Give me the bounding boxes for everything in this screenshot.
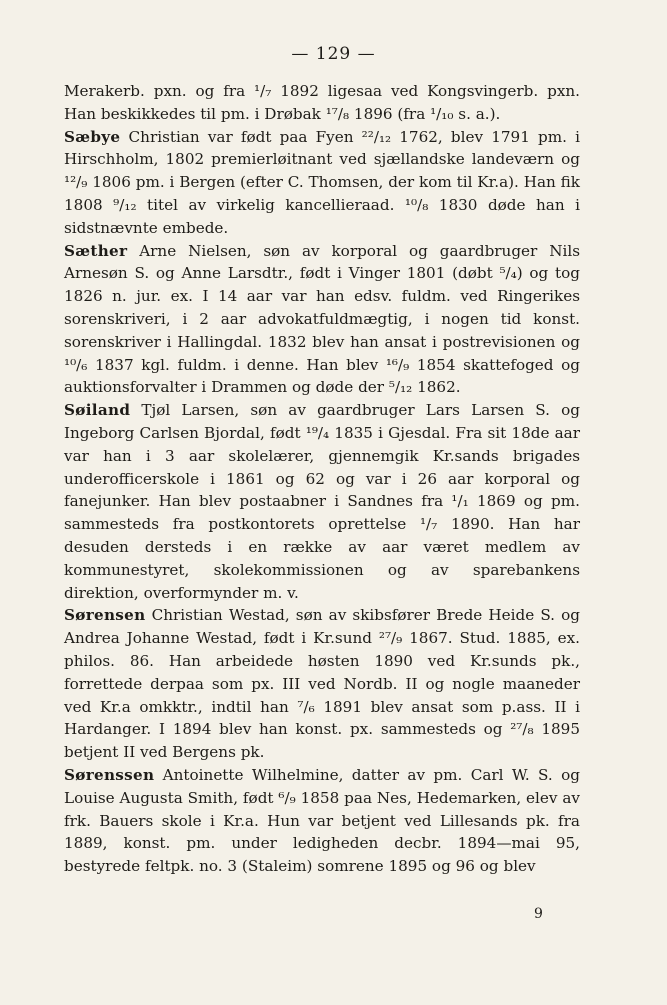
entry-sorensen <box>64 604 580 764</box>
entry-soiland <box>64 399 580 604</box>
entry-headword: Sæbye <box>64 127 121 146</box>
entry-text: Arne Nielsen, søn av korporal og gaardbruger Nils Arnesøn S. og Anne Larsdtr., født i Vinger 1801 (døbt ⁵/₄) og tog 1826 n. jur. ex. I 14 aar var han edsv. fuldm. ved Ringerikes sorenskriveri, i 2 aar advokatfuldmægtig, i nogen tid konst. sorenskriver i Hallingdal. 1832 blev han ansat i postrevisionen og ¹⁰/₆ 1837 kgl. fuldm. i denne. Han blev ¹⁶/₉ 1854 skattefoged og auktionsforvalter i Drammen og døde der ⁵/₁₂ 1862. <box>64 241 580 397</box>
entry-text: Christian Westad, søn av skibsfører Brede Heide S. og Andrea Johanne Westad, født i Kr.sund ²⁷/₉ 1867. Stud. 1885, ex. philos. 86. Han arbeidede høsten 1890 ved Kr.sunds pk., forrettede derpaa som px. III ved Nordb. II og nogle maaneder ved Kr.a omkktr., indtil han ⁷/₆ 1891 blev ansat som p.ass. II i Hardanger. I 1894 blev han konst. px. sammesteds og ²⁷/₈ 1895 betjent II ved Bergens pk. <box>64 606 580 762</box>
entry-headword: Sørenssen <box>64 765 155 784</box>
entry-headword: Søiland <box>64 401 131 420</box>
entry-headword: Sæther <box>64 241 128 260</box>
entry-sorenssen <box>64 764 580 878</box>
page-number: — 129 — <box>291 44 376 64</box>
paragraph-text: Merakerb. pxn. og fra ¹/₇ 1892 ligesaa ved Kongsvingerb. pxn. Han beskikkedes til pm. i Drøbak ¹⁷/₈ 1896 (fra ¹/₁₀ s. a.). <box>64 82 580 123</box>
entry-text: Tjøl Larsen, søn av gaardbruger Lars Larsen S. og Ingeborg Carlsen Bjordal, født ¹⁹/₄ 1835 i Gjesdal. Fra sit 18de aar var han i 3 aar skolelærer, gjennemgik Kr.sands brigades underofficerskole i 1861 og 62 og var i 26 aar korporal og fanejunker. Han blev postaabner i Sandnes fra ¹/₁ 1869 og pm. sammesteds fra postkontorets oprettelse ¹/₇ 1890. Han har desuden dersteds i en række av aar været medlem av kommunestyret, skolekommissionen og av sparebankens direktion, overformynder m. v. <box>64 401 580 602</box>
entry-headword: Sørensen <box>64 606 146 625</box>
paragraph-continuation <box>64 80 580 126</box>
entry-saether <box>64 240 580 400</box>
entry-text: Christian var født paa Fyen ²²/₁₂ 1762, blev 1791 pm. i Hirschholm, 1802 premierløitnant ved sjællandske landeværn og ¹²/₉ 1806 pm. i Bergen (efter C. Thomsen, der kom til Kr.a). Han fik 1808 ⁹/₁₂ titel av virkelig kancellieraad. ¹⁰/₈ 1830 døde han i sidstnævnte embede. <box>64 127 580 237</box>
body-text <box>64 80 580 878</box>
entry-text: Antoinette Wilhelmine, datter av pm. Carl W. S. og Louise Augusta Smith, født ⁶/₉ 1858 paa Nes, Hedemarken, elev av frk. Bauers skole i Kr.a. Hun var betjent ved Lillesands pk. fra 1889, konst. pm. under ledigheden decbr. 1894—mai 95, bestyrede feltpk. no. 3 (Staleim) somrene 1895 og 96 og blev <box>64 765 580 876</box>
sheet-signature: 9 <box>534 906 543 922</box>
entry-saebye <box>64 126 580 240</box>
